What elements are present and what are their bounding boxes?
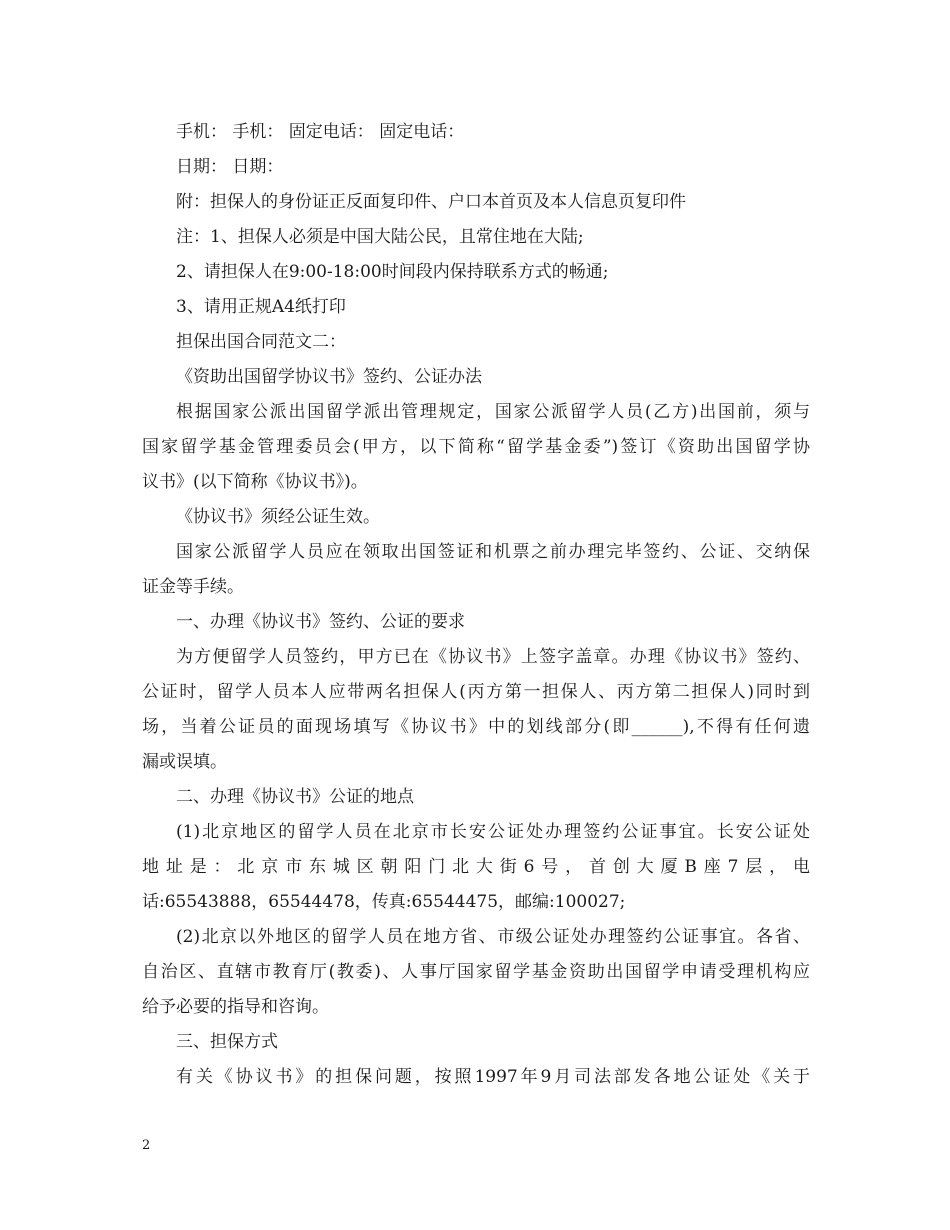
- paragraph-line: 给予必要的指导和咨询。: [142, 997, 329, 1017]
- note-item-2: 2、请担保人在9:00-18:00时间段内保持联系方式的畅通;: [176, 262, 609, 282]
- paragraph-line: 《协议书》须经公证生效。: [176, 507, 380, 527]
- paragraph-line: 自治区、直辖市教育厅(教委)、人事厅国家留学基金资助出国留学申请受理机构应: [142, 962, 810, 982]
- paragraph-line: 根据国家公派出国留学派出管理规定，国家公派留学人员(乙方)出国前，须与: [176, 402, 810, 422]
- paragraph-line: 公证时，留学人员本人应带两名担保人(丙方第一担保人、丙方第二担保人)同时到: [142, 682, 810, 702]
- paragraph-line: 国家留学基金管理委员会(甲方，以下简称“留学基金委”)签订《资助出国留学协: [142, 437, 810, 457]
- paragraph-line: 为方便留学人员签约，甲方已在《协议书》上签字盖章。办理《协议书》签约、: [176, 647, 810, 667]
- paragraph-line: 有关《协议书》的担保问题，按照1997年9月司法部发各地公证处《关于: [176, 1067, 810, 1087]
- section-heading-guarantee-method: 三、担保方式: [176, 1032, 278, 1052]
- page-number: 2: [142, 1138, 151, 1153]
- paragraph-line: (1)北京地区的留学人员在北京市长安公证处办理签约公证事宜。长安公证处: [176, 822, 810, 842]
- paragraph-line: (2)北京以外地区的留学人员在地方省、市级公证处办理签约公证事宜。各省、: [176, 927, 810, 947]
- document-subtitle: 《资助出国留学协议书》签约、公证办法: [176, 367, 482, 387]
- paragraph-line: 议书》(以下简称《协议书》)。: [142, 472, 368, 492]
- paragraph-line: 场，当着公证员的面现场填写《协议书》中的划线部分(即______),不得有任何遗: [142, 717, 810, 737]
- note-item-3: 3、请用正规A4纸打印: [176, 297, 346, 317]
- section-heading-sample-two: 担保出国合同范文二：: [176, 332, 346, 352]
- contact-phone-line: 手机： 手机： 固定电话： 固定电话：: [176, 122, 465, 142]
- section-heading-requirements: 一、办理《协议书》签约、公证的要求: [176, 612, 465, 632]
- note-item-1: 注：1、担保人必须是中国大陆公民，且常住地在大陆;: [176, 227, 584, 247]
- paragraph-line: 国家公派留学人员应在领取出国签证和机票之前办理完毕签约、公证、交纳保: [176, 542, 810, 562]
- section-heading-location: 二、办理《协议书》公证的地点: [176, 787, 414, 807]
- date-line: 日期： 日期：: [176, 157, 284, 177]
- paragraph-line: 话:65543888，65544478，传真:65544475，邮编:100027;: [142, 892, 626, 912]
- attachment-note: 附：担保人的身份证正反面复印件、户口本首页及本人信息页复印件: [176, 192, 686, 212]
- paragraph-line: 漏或误填。: [142, 752, 227, 772]
- paragraph-line: 证金等手续。: [142, 577, 244, 597]
- paragraph-line: 地址是：北京市东城区朝阳门北大街6号，首创大厦B座7层，电: [142, 857, 810, 877]
- document-body: [142, 115, 810, 1095]
